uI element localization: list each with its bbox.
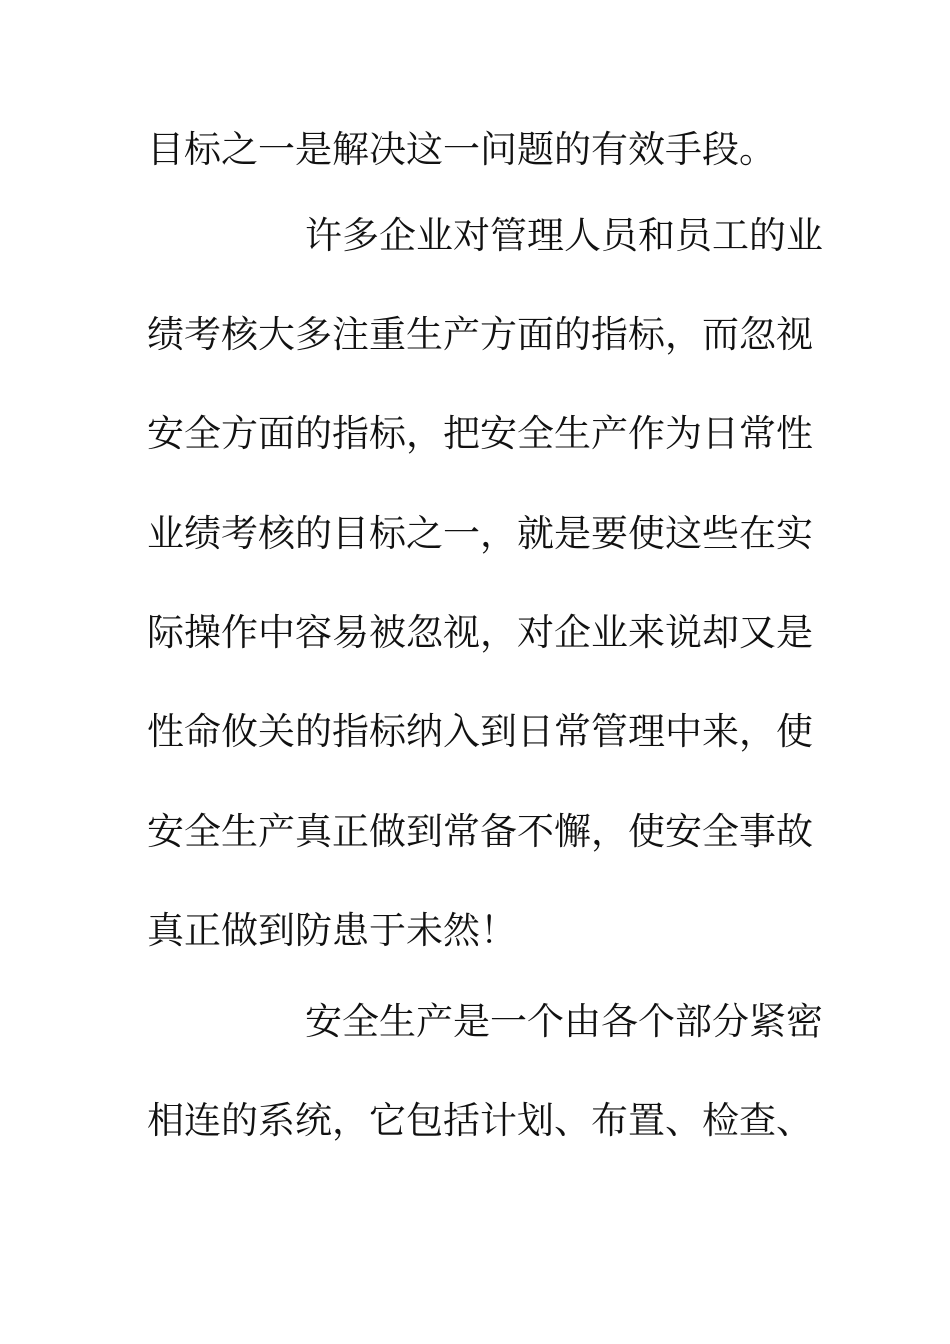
text-line-8: 安全生产真正做到常备不懈，使安全事故	[147, 810, 813, 853]
text-line-11: 相连的系统，它包括计划、布置、检查、	[147, 1099, 813, 1142]
text-line-7: 性命攸关的指标纳入到日常管理中来，使	[147, 710, 813, 753]
text-line-2-paragraph-start: 许多企业对管理人员和员工的业	[305, 214, 823, 257]
text-line-5: 业绩考核的目标之一，就是要使这些在实	[147, 512, 813, 555]
text-line-3: 绩考核大多注重生产方面的指标，而忽视	[147, 313, 813, 356]
text-line-6: 际操作中容易被忽视，对企业来说却又是	[147, 611, 813, 654]
text-line-1: 目标之一是解决这一问题的有效手段。	[147, 128, 776, 171]
text-line-10-paragraph-start: 安全生产是一个由各个部分紧密	[305, 1000, 823, 1043]
text-line-4: 安全方面的指标，把安全生产作为日常性	[147, 412, 813, 455]
text-line-9: 真正做到防患于未然！	[147, 909, 517, 952]
